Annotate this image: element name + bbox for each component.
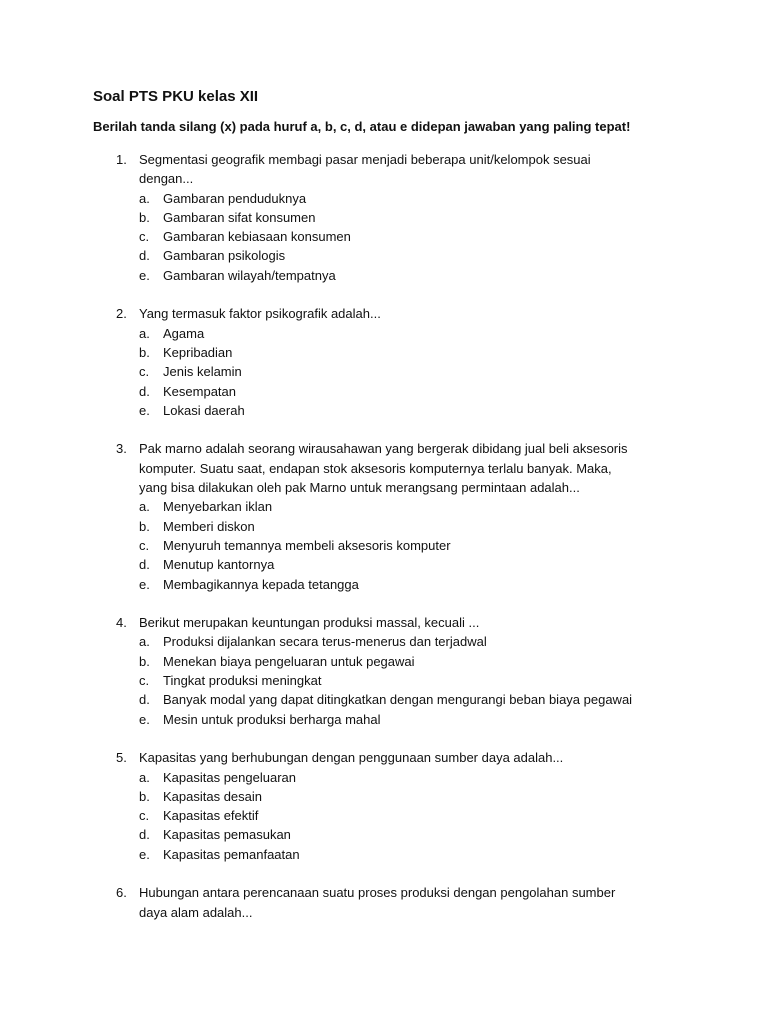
option-text: Produksi dijalankan secara terus-menerus dan terjadwal [163,634,487,650]
question-item [0,883,768,922]
answer-option [0,362,768,381]
option-label: d. [139,692,150,708]
option-list [0,324,768,420]
option-label: b. [139,344,150,360]
answer-option [0,382,768,401]
answer-option [0,189,768,208]
option-text: Jenis kelamin [163,364,242,380]
answer-option [0,343,768,362]
instruction-text: Berilah tanda silang (x) pada huruf a, b, c, d, atau e didepan jawaban yang paling tepat! [93,119,631,134]
option-label: b. [139,653,150,669]
option-label: a. [139,190,150,206]
answer-option [0,671,768,690]
option-text: Mesin untuk produksi berharga mahal [163,711,381,727]
option-text: Lokasi daerah [163,402,245,418]
question-text: Yang termasuk faktor psikografik adalah... [139,306,381,322]
answer-option [0,787,768,806]
question-list [0,150,768,941]
answer-option [0,652,768,671]
question-number: 4. [116,615,127,631]
answer-option [0,632,768,651]
option-label: e. [139,402,150,418]
question-text: Pak marno adalah seorang wirausahawan yang bergerak dibidang jual beli aksesoris komputer. Suatu saat, endapan stok aksesoris komputernya terlalu banyak. Maka, yang bisa dilakukan oleh pak Marno untuk merangsang permintaan adalah... [139,441,628,496]
option-label: a. [139,769,150,785]
option-text: Kapasitas efektif [163,808,259,824]
question-number: 2. [116,306,127,322]
option-label: d. [139,383,150,399]
option-text: Kesempatan [163,383,236,399]
option-label: b. [139,518,150,534]
option-label: a. [139,325,150,341]
option-label: e. [139,576,150,592]
option-text: Kapasitas pemasukan [163,827,291,843]
option-label: d. [139,557,150,573]
option-label: c. [139,229,150,245]
answer-option [0,208,768,227]
option-list [0,497,768,593]
option-list [0,632,768,728]
question-item [0,748,768,864]
option-label: b. [139,788,150,804]
option-text: Menyuruh temannya membeli aksesoris komputer [163,537,451,553]
option-text: Membagikannya kepada tetangga [163,576,359,592]
option-text: Menekan biaya pengeluaran untuk pegawai [163,653,415,669]
option-text: Kapasitas desain [163,788,263,804]
option-label: a. [139,499,150,515]
question-item [0,304,768,420]
option-label: c. [139,808,150,824]
answer-option [0,246,768,265]
option-label: c. [139,364,150,380]
answer-option [0,497,768,516]
question-number: 6. [116,885,127,901]
option-label: e. [139,846,150,862]
answer-option [0,324,768,343]
answer-option [0,536,768,555]
option-text: Agama [163,325,205,341]
question-number: 5. [116,750,127,766]
option-text: Banyak modal yang dapat ditingkatkan dengan mengurangi beban biaya pegawai [163,692,633,708]
question-item [0,613,768,729]
answer-option [0,227,768,246]
question-text: Hubungan antara perencanaan suatu proses produksi dengan pengolahan sumber daya alam adalah... [139,885,616,920]
option-label: d. [139,248,150,264]
answer-option [0,806,768,825]
option-text: Memberi diskon [163,518,255,534]
page-title: Soal PTS PKU kelas XII [93,88,259,105]
answer-option [0,825,768,844]
question-item [0,439,768,593]
option-label: a. [139,634,150,650]
option-text: Tingkat produksi meningkat [163,673,322,689]
option-text: Gambaran kebiasaan konsumen [163,229,351,245]
option-text: Gambaran penduduknya [163,190,307,206]
answer-option [0,710,768,729]
option-label: c. [139,673,150,689]
question-text: Kapasitas yang berhubungan dengan penggunaan sumber daya adalah... [139,750,564,766]
option-text: Gambaran sifat konsumen [163,209,316,225]
option-label: d. [139,827,150,843]
option-text: Kapasitas pemanfaatan [163,846,300,862]
option-list [0,768,768,864]
answer-option [0,690,768,709]
question-number: 1. [116,152,127,167]
question-text: Berikut merupakan keuntungan produksi massal, kecuali ... [139,615,480,631]
question-text: Segmentasi geografik membagi pasar menjadi beberapa unit/kelompok sesuai dengan... [139,152,591,187]
answer-option [0,266,768,285]
answer-option [0,555,768,574]
option-text: Gambaran psikologis [163,248,286,264]
answer-option [0,575,768,594]
option-list [0,189,768,285]
option-label: e. [139,267,150,283]
option-text: Kepribadian [163,344,233,360]
option-label: c. [139,537,150,553]
answer-option [0,401,768,420]
option-text: Menyebarkan iklan [163,499,273,515]
answer-option [0,517,768,536]
option-label: e. [139,711,150,727]
answer-option [0,768,768,787]
question-item [0,150,768,285]
option-text: Kapasitas pengeluaran [163,769,296,785]
answer-option [0,845,768,864]
option-text: Gambaran wilayah/tempatnya [163,267,336,283]
question-number: 3. [116,441,127,457]
option-label: b. [139,209,150,225]
option-text: Menutup kantornya [163,557,275,573]
